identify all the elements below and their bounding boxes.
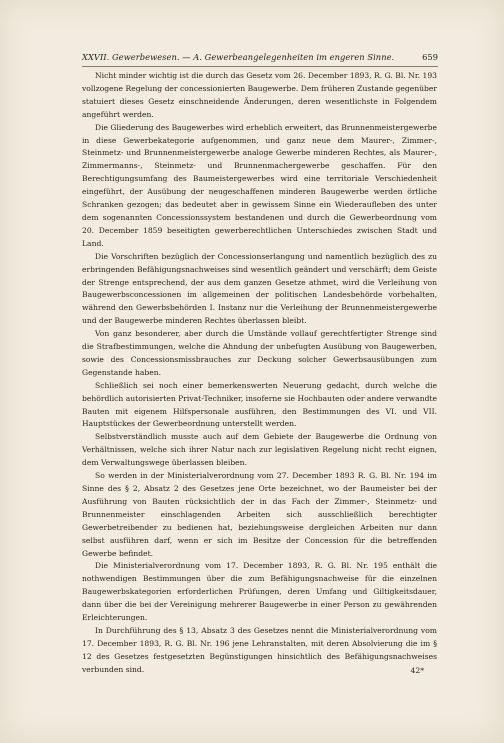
running-header	[82, 52, 438, 66]
paragraph: Die Ministerialverordnung vom 17. December 1893, R. G. Bl. Nr. 195 enthält die nothwendigen Bestimmungen über die zum Befähigungsnachweise für die einzelnen Baugewerbskategorien erforderlichen Prüfungen, deren Umfang und Giltigkeitsdauer, dann über die bei der Vereinigung mehrerer Baugewerbe in einer Person zu gewährenden Erleichterungen.	[82, 561, 437, 623]
paragraph: Schließlich sei noch einer bemerkenswerten Neuerung gedacht, durch welche die behördlich autorisierten Privat-Techniker, insoferne sie Hochbauten oder andere verwandte Bauten mit eigenem Hilfspersonale ausführen, den Bestimmungen des VI. und VII. Hauptstückes der Gewerbeordnung unterstellt werden.	[82, 380, 437, 429]
paragraph: So werden in der Ministerialverordnung vom 27. December 1893 R. G. Bl. Nr. 194 im Sinne des § 2, Absatz 2 des Gesetzes jene Orte bezeichnet, wo der Baumeister bei der Ausführung von Bauten rücksichtlich der in das Fach der Zimmer-, Steinmetz- und Brunnenmeister einschlagenden Arbeiten sich ausschließlich berechtigter Gewerbetreibender zu bedienen hat, beziehungsweise dergleichen Arbeiten nur dann selbst ausführen darf, wenn er sich im Besitze der Concession für die betreffenden Gewerbe befindet.	[82, 471, 437, 558]
paragraph: In Durchführung des § 13, Absatz 3 des Gesetzes nennt die Ministerialverordnung vom 17. December 1893, R. G. Bl. Nr. 196 jene Lehranstalten, mit deren Absolvierung die im § 12 des Gesetzes festgesetzten Begünstigungen hinsichtlich des Befähigungsnachweises verbunden sind.	[82, 625, 437, 674]
header-rule	[82, 66, 438, 67]
paragraph: Von ganz besonderer, aber durch die Umstände vollauf gerechtfertigter Strenge sind die Strafbestimmungen, welche die Ahndung der unbefugten Ausübung von Baugewerben, sowie des Concessionsmissbrauches zur Deckung solcher Gewerbsausübungen zum Gegenstande haben.	[82, 329, 437, 377]
signature-mark: 42*	[410, 666, 424, 675]
paragraph: Die Gliederung des Baugewerbes wird erheblich erweitert, das Brunnenmeistergewerbe in diese Gewerbekategorie aufgenommen, und ganz neue dem Maurer-, Zimmer-, Steinmetz- und Brunnenmeistergewerbe analoge Gewerbe minderen Rechtes, als Maurer-, Zimmermanns-, Steinmetz- und Brunnenmachergewerbe geschaffen. Für den Berechtigungsumfang des Baumeistergewerbes wird eine territoriale Verschiedenheit eingeführt, der Ausübung der neugeschaffenen minderen Baugewerbe werden örtliche Schranken gezogen; das bedeutet aber in gewissem Sinne ein Wiederaufleben des unter dem sogenannten Concessionssystem bestandenen und durch die Gewerbeordnung vom 20. December 1859 beseitigten gewerberechtlichen Unterschiedes zwischen Stadt und Land.	[82, 122, 437, 248]
paragraph: Die Vorschriften bezüglich der Concessionserlangung und namentlich bezüglich des zu erbringenden Befähigungsnachweises sind wesentlich geändert und verschärft; dem Geiste der Strenge entsprechend, der aus dem ganzen Gesetze athmet, wird die Verleihung von Baugewerbsconcessionen im allgemeinen der politischen Landesbehörde vorbehalten, während den Gewerbsbehörden I. Instanz nur die Verleihung der Brunnenmeistergewerbe und der Baugewerbe minderen Rechtes überlassen bleibt.	[82, 251, 437, 326]
paragraph: Nicht minder wichtig ist die durch das Gesetz vom 26. December 1893, R. G. Bl. Nr. 193 vollzogene Regelung der concessionierten Baugewerbe. Dem früheren Zustande gegenüber statuiert dieses Gesetz einschneidende Änderungen, deren wesentlichste in Folgendem angeführt werden.	[82, 71, 437, 119]
running-title: XXVII. Gewerbewesen. — A. Gewerbeangelegenheiten im engeren Sinne.	[82, 52, 395, 62]
body-text	[82, 70, 437, 677]
paragraph: Selbstverständlich musste auch auf dem Gebiete der Baugewerbe die Ordnung von Verhältnissen, welche sich ihrer Natur nach zur legislativen Regelung nicht recht eignen, dem Verwaltungswege überlassen bleiben.	[82, 432, 437, 468]
page-number: 659	[422, 52, 438, 62]
